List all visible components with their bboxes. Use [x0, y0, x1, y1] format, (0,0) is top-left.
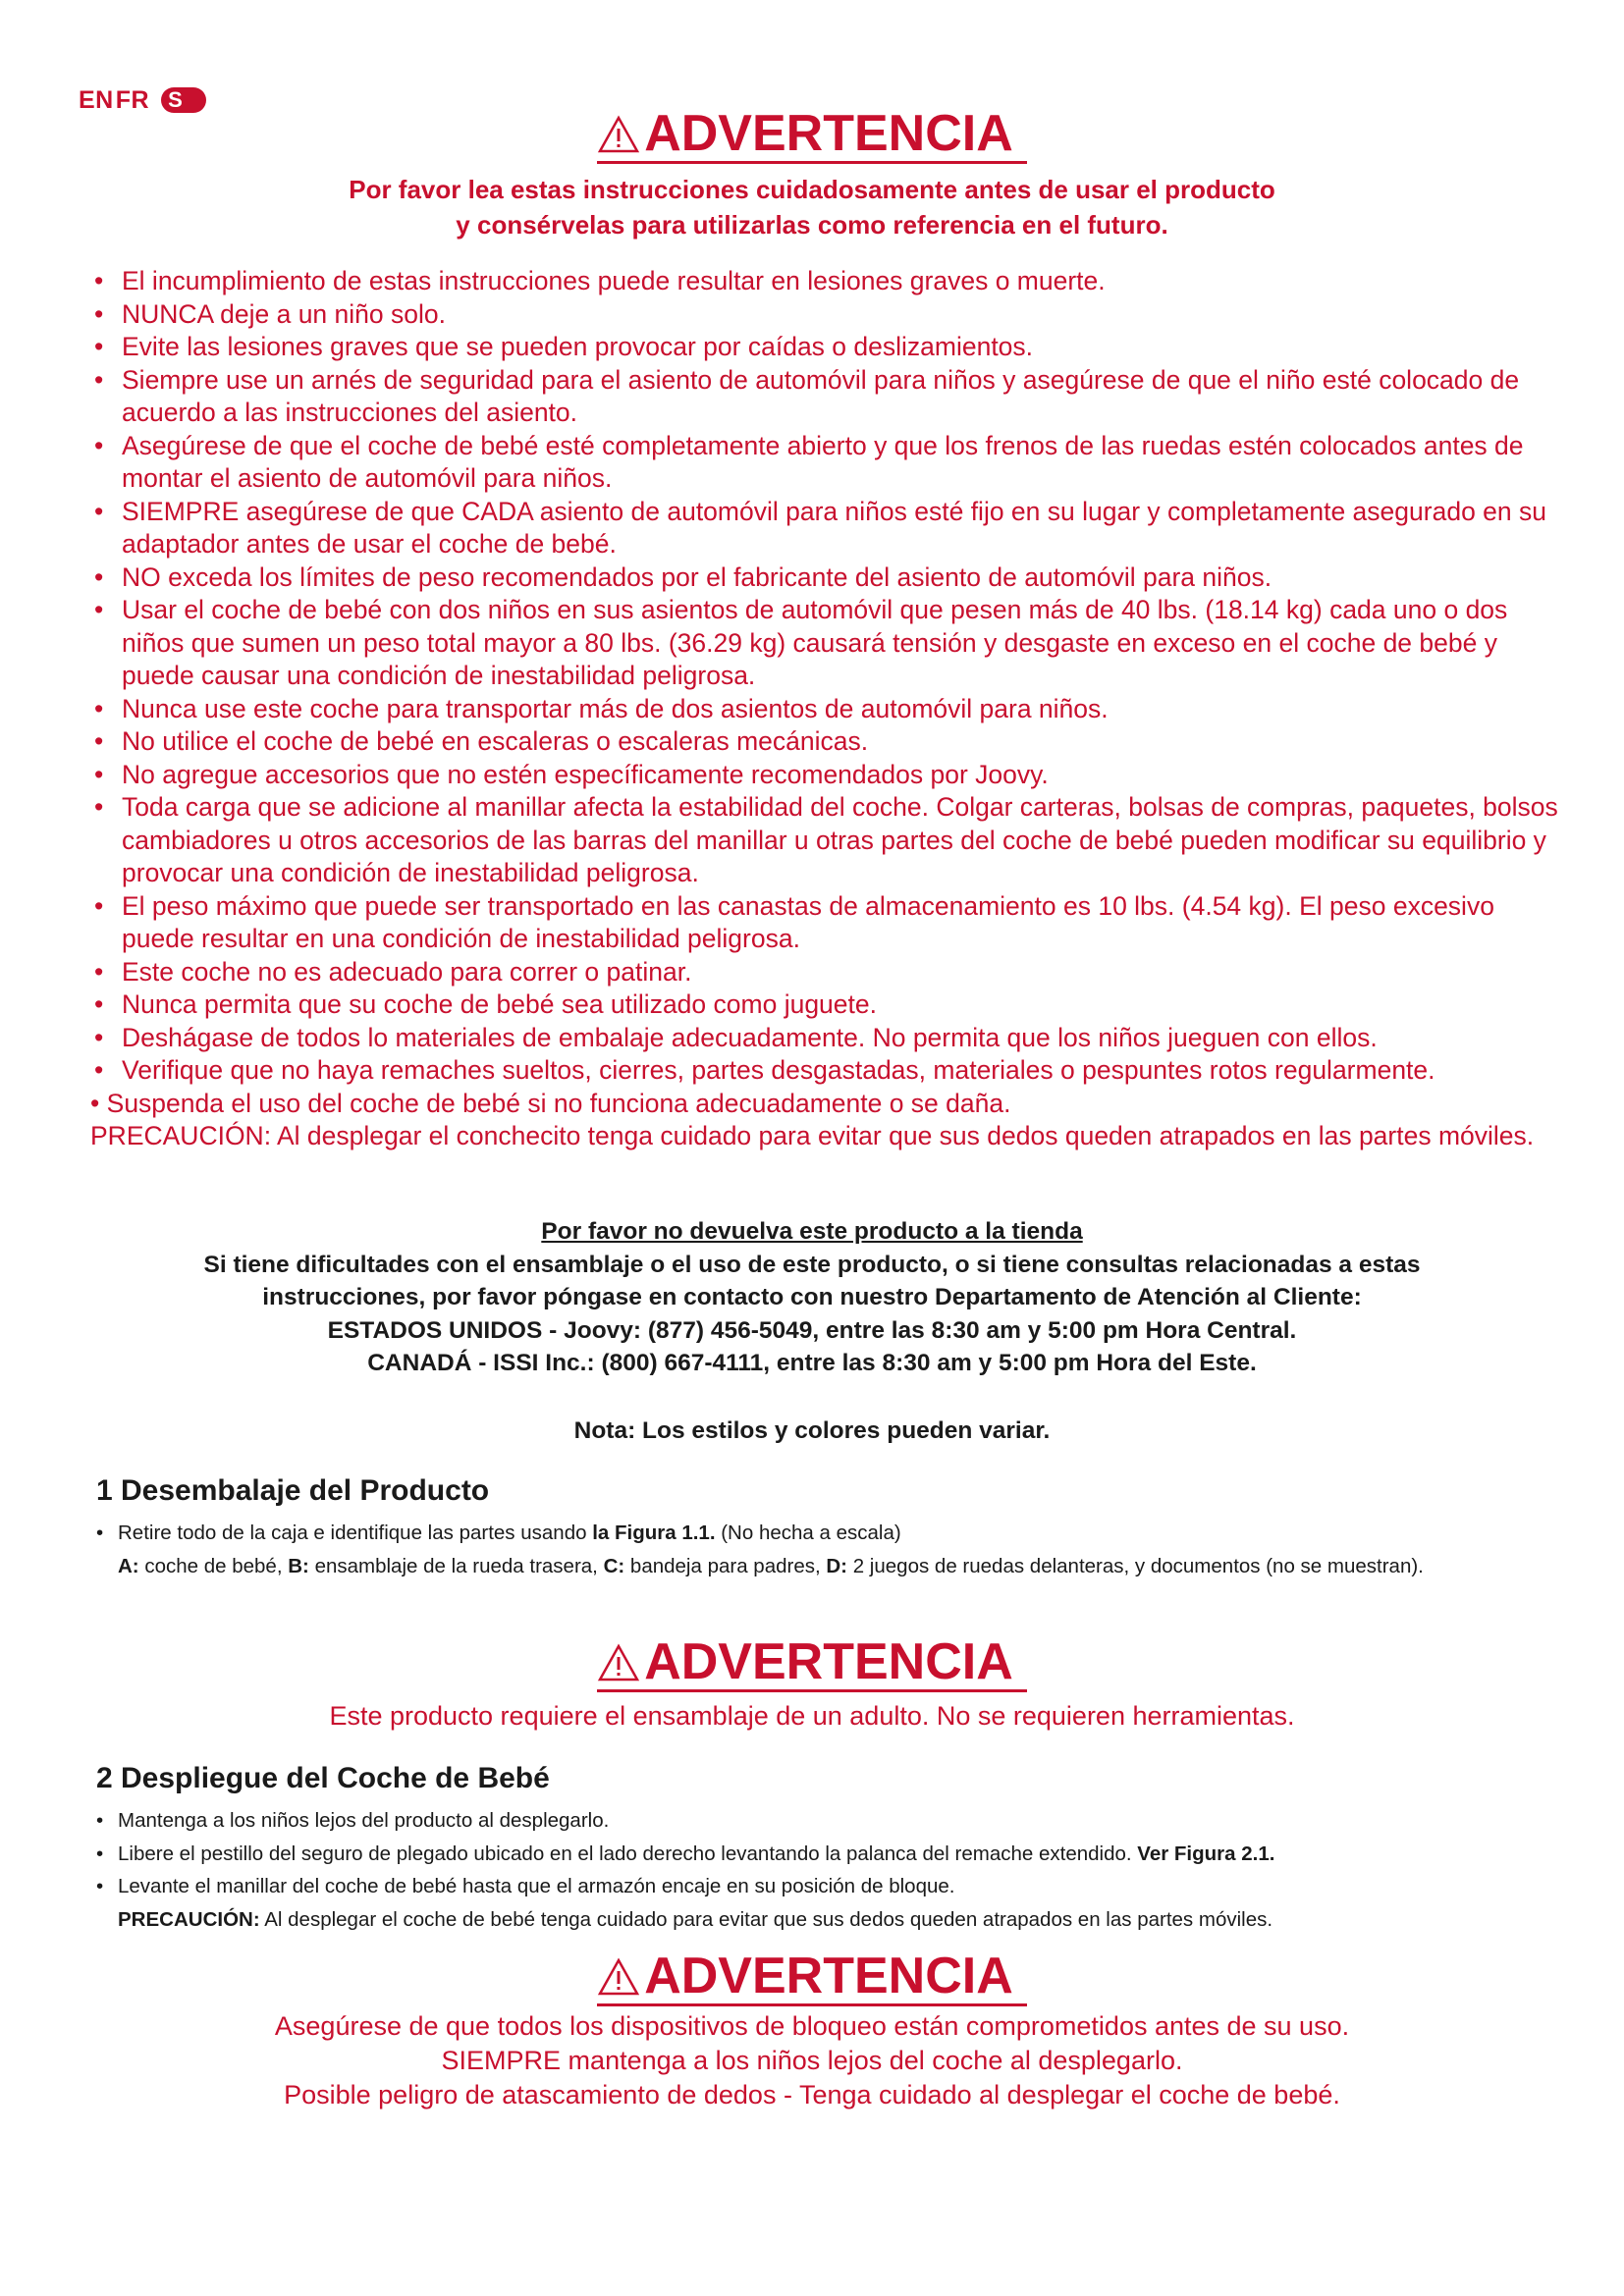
- final-warning-line: Asegúrese de que todos los dispositivos de bloqueo están comprometidos antes de su uso.: [274, 2011, 1350, 2041]
- warning-item: • NO exceda los límites de peso recomendados por el fabricante del asiento de automóvil para niños.: [94, 561, 1567, 595]
- figure-ref: Ver Figura 2.1.: [1137, 1842, 1275, 1865]
- warning-item: • No agregue accesorios que no estén específicamente recomendados por Joovy.: [94, 759, 1567, 792]
- do-not-return-heading: Por favor no devuelva este producto a la tienda: [541, 1218, 1083, 1245]
- final-warning-line: SIEMPRE mantenga a los niños lejos del coche al desplegarlo.: [441, 2046, 1183, 2075]
- warning-item: • El peso máximo que puede ser transportado en las canastas de almacenamiento es 10 lbs. (4.54 kg). El peso excesivo puede resultar en una condición de inestabilidad peligrosa.: [94, 890, 1567, 956]
- assembly-note: Este producto requiere el ensamblaje de un adulto. No se requieren herramientas.: [329, 1701, 1295, 1731]
- lang-tab-es-active: S: [161, 87, 206, 113]
- warning-header-3: [0, 1947, 1624, 2006]
- warning-item: • Suspenda el uso del coche de bebé si no funciona adecuadamente o se daña.: [90, 1088, 1011, 1118]
- parts-list: A: coche de bebé, B: ensamblaje de la rueda trasera, C: bandeja para padres, D: 2 juegos de ruedas delanteras, y documentos (no se muestran).: [118, 1554, 1424, 1577]
- section-2-title: 2 Despliegue del Coche de Bebé: [96, 1762, 550, 1794]
- intro-line-2: y consérvelas para utilizarlas como referencia en el futuro.: [456, 210, 1168, 240]
- warning-item: • Usar el coche de bebé con dos niños en sus asientos de automóvil que pesen más de 40 lbs. (18.14 kg) cada uno o dos niños que sumen un peso total mayor a 80 lbs. (36.29 kg) causará tensión y desgaste en exceso en el coche de bebé y puede causar una condición de inestabilidad peligrosa.: [94, 594, 1567, 693]
- warning-item: • Verifique que no haya remaches sueltos, cierres, partes desgastadas, materiales o pespuntes rotos regularmente.: [94, 1054, 1567, 1088]
- section-2-item: • Mantenga a los niños lejos del producto al desplegarlo.: [96, 1804, 1549, 1838]
- section-1-list: [96, 1517, 1549, 1582]
- warning-header-2: [0, 1632, 1624, 1692]
- figure-ref: la Figura 1.1.: [592, 1522, 716, 1544]
- contact-usa: ESTADOS UNIDOS - Joovy: (877) 456-5049, entre las 8:30 am y 5:00 pm Hora Central.: [327, 1316, 1297, 1344]
- section-1-item: • Retire todo de la caja e identifique las partes usando la Figura 1.1. (No hecha a escala): [96, 1517, 1549, 1550]
- contact-canada: CANADÁ - ISSI Inc.: (800) 667-4111, entre las 8:30 am y 5:00 pm Hora del Este.: [367, 1350, 1257, 1376]
- warning-header-1: [0, 104, 1624, 164]
- contact-line: instrucciones, por favor póngase en contacto con nuestro Departamento de Atención al Cliente:: [262, 1284, 1362, 1310]
- lang-tab-fr: FR: [115, 85, 150, 114]
- section-2-list: [96, 1804, 1549, 1936]
- warning-item: • SIEMPRE asegúrese de que CADA asiento de automóvil para niños esté fijo en su lugar y completamente asegurado en su adaptador antes de usar el coche de bebé.: [94, 496, 1567, 561]
- warning-item: • Asegúrese de que el coche de bebé esté completamente abierto y que los frenos de las ruedas estén colocados antes de montar el asiento de automóvil para niños.: [94, 430, 1567, 496]
- intro-line-1: Por favor lea estas instrucciones cuidadosamente antes de usar el producto: [349, 175, 1275, 204]
- warning-triangle-icon: [597, 1957, 640, 1997]
- warning-item: • Evite las lesiones graves que se pueden provocar por caídas o deslizamientos.: [94, 331, 1567, 364]
- warning-item: • Toda carga que se adicione al manillar afecta la estabilidad del coche. Colgar carteras, bolsas de compras, paquetes, bolsos cambiadores u otros accesorios de las barras del manillar u otras partes del coche de bebé pueden modificar su equilibrio y provocar una condición de inestabilidad peligrosa.: [94, 791, 1567, 890]
- warning-list: [90, 265, 1567, 1153]
- section-1-title: 1 Desembalaje del Producto: [96, 1474, 490, 1507]
- warning-header-text: ADVERTENCIA: [644, 1633, 1013, 1690]
- warning-item: • No utilice el coche de bebé en escaleras o escaleras mecánicas.: [94, 725, 1567, 759]
- customer-service-block: [0, 1215, 1624, 1380]
- warning-item: • Siempre use un arnés de seguridad para el asiento de automóvil para niños y asegúrese de que el niño esté colocado de acuerdo a las instrucciones del asiento.: [94, 364, 1567, 430]
- section-2-caution: PRECAUCIÓN: Al desplegar el coche de bebé tenga cuidado para evitar que sus dedos queden atrapados en las partes móviles.: [118, 1907, 1273, 1931]
- final-warning-line: Posible peligro de atascamiento de dedos - Tenga cuidado al desplegar el coche de bebé.: [284, 2080, 1340, 2109]
- section-2-item: • Libere el pestillo del seguro de plegado ubicado en el lado derecho levantando la palanca del remache extendido. Ver Figura 2.1.: [96, 1838, 1549, 1871]
- warning-item: • Nunca use este coche para transportar más de dos asientos de automóvil para niños.: [94, 693, 1567, 726]
- warning-triangle-icon: [597, 1643, 640, 1682]
- style-note: Nota: Los estilos y colores pueden variar.: [573, 1417, 1051, 1444]
- warning-header-text: ADVERTENCIA: [644, 1948, 1013, 2004]
- warning-header-text: ADVERTENCIA: [644, 105, 1013, 162]
- section-2-item: • Levante el manillar del coche de bebé hasta que el armazón encaje en su posición de bloque.: [96, 1870, 1549, 1903]
- warning-item: • Nunca permita que su coche de bebé sea utilizado como juguete.: [94, 988, 1567, 1022]
- contact-line: Si tiene dificultades con el ensamblaje o el uso de este producto, o si tiene consultas relacionadas a estas: [203, 1251, 1421, 1278]
- caution-line: PRECAUCIÓN: Al desplegar el conchecito tenga cuidado para evitar que sus dedos queden atrapados en las partes móviles.: [90, 1121, 1535, 1150]
- lang-tab-en: EN: [79, 85, 114, 114]
- warning-item: • Este coche no es adecuado para correr o patinar.: [94, 956, 1567, 989]
- warning-item: • El incumplimiento de estas instrucciones puede resultar en lesiones graves o muerte.: [94, 265, 1567, 298]
- warning-item: • NUNCA deje a un niño solo.: [94, 298, 1567, 332]
- warning-item: • Deshágase de todos lo materiales de embalaje adecuadamente. No permita que los niños jueguen con ellos.: [94, 1022, 1567, 1055]
- warning-triangle-icon: [597, 115, 640, 154]
